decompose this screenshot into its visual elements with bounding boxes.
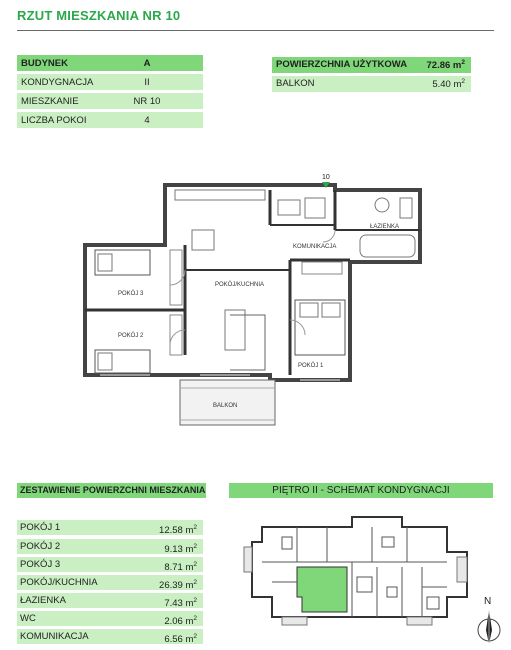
room-label-pokoj-kuchnia: POKÓJ/KUCHNIA — [215, 282, 265, 288]
room-label-pokoj1: POKÓJ 1 — [298, 363, 324, 369]
summary-row: KOMUNIKACJA 6.56 $m^2$ — [17, 629, 203, 644]
north-compass-icon — [476, 594, 502, 646]
floor-schematic — [242, 512, 472, 632]
floor-schema-title: PIĘTRO II - SCHEMAT KONDYGNACJI — [229, 483, 493, 498]
compass-label: N — [484, 596, 492, 607]
info-label: KONDYGNACJA — [21, 76, 94, 88]
info-row-kondygnacja — [17, 74, 203, 90]
info-label: BUDYNEK — [21, 57, 68, 69]
apartment-floor-plan — [80, 170, 430, 430]
info-row-budynek — [17, 55, 203, 71]
info-label: LICZBA POKOI — [21, 114, 87, 126]
room-label-komunikacja: KOMUNIKACJA — [293, 244, 337, 250]
summary-row: ŁAZIENKA 7.43 $m^2$ — [17, 593, 203, 608]
apartment-highlight — [297, 567, 347, 612]
area-value: 5.40 $m^2$ — [432, 78, 465, 91]
area-row-balkon — [272, 76, 471, 92]
room-label-balkon: BALKON — [213, 403, 238, 409]
summary-row: WC 2.06 $m^2$ — [17, 611, 203, 626]
room-label-lazienka: ŁAZIENKA — [370, 224, 400, 230]
area-row-uzytkowa — [272, 57, 471, 73]
area-value: 72.86 $m^2$ — [426, 59, 465, 72]
entrance-number: 10 — [322, 174, 330, 181]
info-row-liczba-pokoi — [17, 112, 203, 128]
summary-header: ZESTAWIENIE POWIERZCHNI MIESZKANIA — [17, 483, 206, 498]
info-value: A — [143, 57, 151, 69]
info-value: 4 — [144, 114, 150, 126]
page-title: RZUT MIESZKANIA NR 10 — [17, 8, 181, 23]
room-label-pokoj2: POKÓJ 2 — [118, 333, 144, 339]
summary-row: POKÓJ/KUCHNIA 26.39 $m^2$ — [17, 575, 203, 590]
info-label: MIESZKANIE — [21, 95, 79, 107]
info-value: II — [144, 76, 150, 88]
info-row-mieszkanie — [17, 93, 203, 109]
summary-row: POKÓJ 3 8.71 $m^2$ — [17, 557, 203, 572]
info-value: NR 10 — [133, 95, 161, 107]
room-label-pokoj3: POKÓJ 3 — [118, 291, 144, 297]
area-label: BALKON — [276, 78, 315, 89]
summary-row: POKÓJ 1 12.58 $m^2$ — [17, 520, 203, 535]
area-label: POWIERZCHNIA UŻYTKOWA — [276, 59, 408, 70]
summary-row: POKÓJ 2 9.13 $m^2$ — [17, 539, 203, 554]
title-divider — [17, 30, 494, 31]
